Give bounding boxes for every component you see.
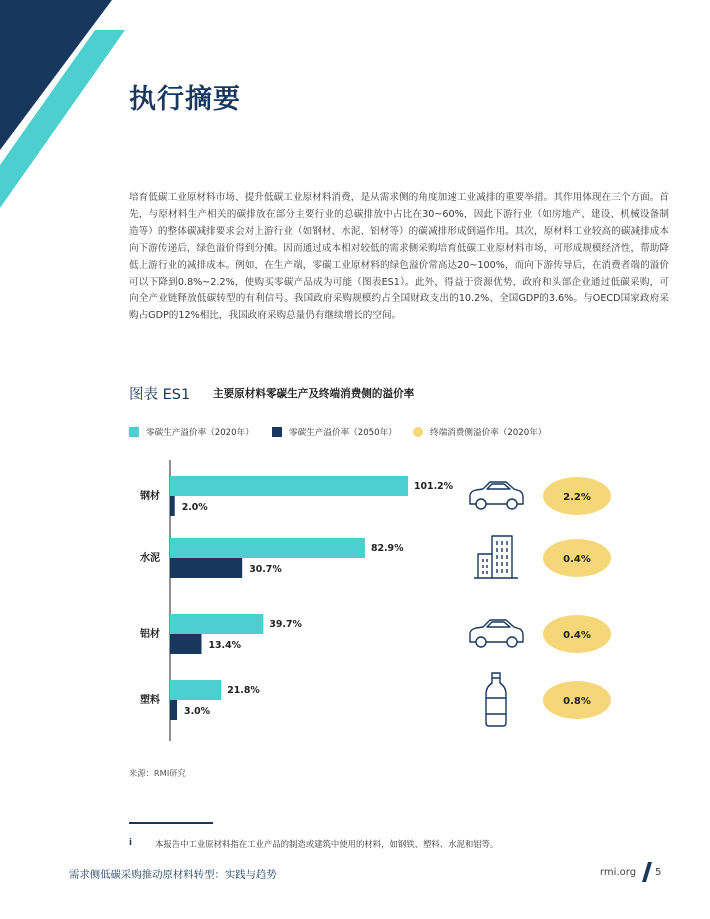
legend-label-2020: 零碳生产溢价率（2020年） <box>146 428 254 438</box>
footer-site: rmi.org <box>600 867 637 878</box>
footnote-mark: i <box>129 838 132 848</box>
bar-2050-1 <box>170 558 242 578</box>
category-label-0: 钢材 <box>140 491 160 502</box>
consumer-label-1: 0.4% <box>563 554 591 565</box>
figure-source: 来源：RMI研究 <box>129 768 186 778</box>
consumer-label-3: 0.8% <box>563 696 591 707</box>
building-icon-1 <box>474 536 518 578</box>
footer-slash-icon <box>642 862 652 882</box>
bar-2020-0 <box>170 476 408 496</box>
footnote-rule <box>129 822 213 824</box>
bar-label-2020-2: 39.7% <box>269 619 302 630</box>
figure-label: 图表 ES1 <box>129 387 191 403</box>
consumer-label-2: 0.4% <box>563 630 591 641</box>
bar-label-2020-3: 21.8% <box>227 685 260 696</box>
footnote-text: 本报告中工业原材料指在工业产品的制造或建筑中使用的材料，如钢铁、塑料、水泥和铝等。 <box>155 839 499 849</box>
category-label-3: 塑料 <box>140 695 160 706</box>
bar-2020-3 <box>170 680 221 700</box>
bar-label-2020-1: 82.9% <box>370 543 404 554</box>
car-icon-0 <box>470 482 523 509</box>
body-paragraph: 培育低碳工业原材料市场、提升低碳工业原材料消费，是从需求侧的角度加速工业减排的重要举措。其作用体现在三个方面。首先，与原材料生产相关的碳排放在部分主要行业的总碳排放中占比在30~60%，因此下游行业（如房地产、建设、机械设备制造等）的整体碳减排要求会对上游行业（如钢材、水泥、铝材等）的碳减排形成倒逼作用。其次，原材料工业较高的碳减排成本向下游传递后，绿色溢价得到分摊。因而通过成本相对较低的需求侧采购培育低碳工业原材料市场，可形成规模经济性，帮助降低上游行业的减排成本。例如，在生产端，零碳工业原材料的绿色溢价常高达20~100%，而向下游传导后，在消费者端的溢价可以下降到0.8%~2.2%，使购买零碳产品成为可能（图表ES1）。此外，得益于资源优势，政府和头部企业通过低碳采购，可向全产业链释放低碳转型的有利信号。我国政府采购规模约占全国财政支出的10.2%、全国GDP的3.6%。与OECD国家政府采购占GDP的12%相比，我国政府采购总量仍有继续增长的空间。 <box>129 192 669 322</box>
consumer-label-0: 2.2% <box>563 492 591 503</box>
bottle-icon-3 <box>486 673 506 726</box>
page-number: 5 <box>655 867 662 878</box>
bar-2050-0 <box>170 496 175 516</box>
figure-title: 主要原材料零碳生产及终端消费侧的溢价率 <box>213 388 415 400</box>
car-icon-2 <box>470 620 523 647</box>
bar-2020-2 <box>170 614 263 634</box>
bar-label-2050-3: 3.0% <box>184 706 211 717</box>
category-label-1: 水泥 <box>140 553 160 564</box>
category-label-2: 铝材 <box>140 629 160 640</box>
legend-label-2050: 零碳生产溢价率（2050年） <box>289 428 397 438</box>
bar-2020-1 <box>170 538 365 558</box>
bar-label-2050-1: 30.7% <box>249 564 282 575</box>
bar-2050-2 <box>170 634 202 654</box>
legend-label-consumer: 终端消费侧溢价率（2020年） <box>430 428 547 438</box>
bar-label-2020-0: 101.2% <box>414 481 454 492</box>
footer-report-title: 需求侧低碳采购推动原材料转型：实践与趋势 <box>69 869 277 881</box>
bar-label-2050-0: 2.0% <box>181 502 208 513</box>
bar-2050-3 <box>170 700 177 720</box>
bar-label-2050-2: 13.4% <box>208 640 242 651</box>
page-title: 执行摘要 <box>129 84 241 115</box>
